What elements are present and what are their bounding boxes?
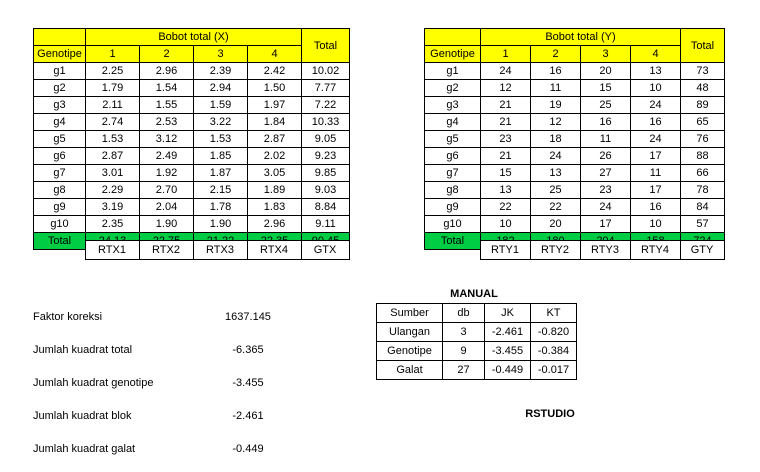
- cell[interactable]: Galat: [377, 361, 443, 380]
- cell[interactable]: g1: [34, 63, 86, 80]
- cell[interactable]: 88: [681, 148, 725, 165]
- cell[interactable]: 24: [531, 148, 581, 165]
- cell[interactable]: RTY4: [630, 241, 680, 260]
- cell[interactable]: 73: [681, 63, 725, 80]
- cell[interactable]: 1.89: [248, 182, 302, 199]
- table-y-code-row: [424, 240, 725, 260]
- cell[interactable]: g4: [425, 114, 481, 131]
- cell[interactable]: g8: [34, 182, 86, 199]
- y-col-header-2: 2: [531, 46, 581, 63]
- summary-value[interactable]: -6.365: [232, 343, 264, 356]
- cell[interactable]: 24: [631, 97, 681, 114]
- table-row: [34, 80, 350, 97]
- cell[interactable]: RTX1: [85, 241, 139, 260]
- table-row: [34, 165, 350, 182]
- cell[interactable]: 16: [631, 114, 681, 131]
- cell[interactable]: 1.90: [194, 216, 248, 233]
- cell[interactable]: 1.84: [248, 114, 302, 131]
- table-manual-anova: [376, 303, 577, 380]
- cell[interactable]: 27: [581, 165, 631, 182]
- table-row: [34, 216, 350, 233]
- manual-header-sumber: Sumber: [377, 304, 443, 323]
- table-row: [425, 216, 725, 233]
- summary-label: Faktor koreksi: [33, 310, 103, 323]
- summary-value[interactable]: 1637.145: [225, 310, 271, 323]
- cell[interactable]: 1.83: [248, 199, 302, 216]
- cell[interactable]: 24: [631, 131, 681, 148]
- table-row-header: [425, 46, 725, 63]
- cell[interactable]: 1.92: [140, 165, 194, 182]
- table-row: [425, 182, 725, 199]
- cell[interactable]: 9.23: [302, 148, 350, 165]
- cell[interactable]: 1.90: [140, 216, 194, 233]
- y-col-header-1: 1: [481, 46, 531, 63]
- code-spacer: [33, 241, 85, 260]
- cell[interactable]: 78: [681, 182, 725, 199]
- cell[interactable]: 1.85: [194, 148, 248, 165]
- cell[interactable]: 2.02: [248, 148, 302, 165]
- cell[interactable]: 1.55: [140, 97, 194, 114]
- cell[interactable]: 1.78: [194, 199, 248, 216]
- cell[interactable]: g3: [34, 97, 86, 114]
- cell[interactable]: 15: [481, 165, 531, 182]
- cell[interactable]: Total: [34, 233, 86, 250]
- table-row-header: [377, 304, 577, 323]
- cell[interactable]: 1.53: [194, 131, 248, 148]
- cell[interactable]: 3.12: [140, 131, 194, 148]
- cell[interactable]: 1.87: [194, 165, 248, 182]
- table-x-code-row: [33, 240, 350, 260]
- cell[interactable]: g1: [425, 63, 481, 80]
- table-row: [425, 148, 725, 165]
- cell[interactable]: g10: [34, 216, 86, 233]
- cell[interactable]: g10: [425, 216, 481, 233]
- x-total-header: Total: [302, 29, 350, 63]
- cell[interactable]: -0.449: [485, 361, 531, 380]
- cell[interactable]: 10: [481, 216, 531, 233]
- table-row: [425, 63, 725, 80]
- cell[interactable]: 18: [531, 131, 581, 148]
- table-row: [425, 114, 725, 131]
- table-row: [34, 131, 350, 148]
- cell[interactable]: 20: [581, 63, 631, 80]
- cell[interactable]: 25: [531, 182, 581, 199]
- cell[interactable]: Genotipe: [377, 342, 443, 361]
- cell[interactable]: 2.04: [140, 199, 194, 216]
- cell[interactable]: 12: [481, 80, 531, 97]
- cell[interactable]: GTY: [680, 241, 724, 260]
- x-caption: Bobot total (X): [86, 29, 302, 46]
- cell[interactable]: 9.03: [302, 182, 350, 199]
- table-row: [424, 241, 724, 260]
- cell[interactable]: RTY3: [580, 241, 630, 260]
- summary-label: Jumlah kuadrat galat: [33, 442, 136, 455]
- summary-row: [33, 399, 323, 432]
- cell[interactable]: 13: [481, 182, 531, 199]
- cell[interactable]: 24: [581, 199, 631, 216]
- table-row-caption: [34, 29, 350, 46]
- summary-label: Jumlah kuadrat total: [33, 343, 133, 356]
- summary-calculations: [33, 300, 323, 465]
- cell[interactable]: 1.79: [86, 80, 140, 97]
- cell[interactable]: 2.15: [194, 182, 248, 199]
- cell[interactable]: g4: [34, 114, 86, 131]
- summary-label: Jumlah kuadrat genotipe: [33, 376, 154, 389]
- y-caption: Bobot total (Y): [481, 29, 681, 46]
- summary-value[interactable]: -0.449: [232, 442, 264, 455]
- cell[interactable]: 1.54: [140, 80, 194, 97]
- cell[interactable]: 3.19: [86, 199, 140, 216]
- cell[interactable]: g5: [34, 131, 86, 148]
- cell[interactable]: 7.77: [302, 80, 350, 97]
- cell[interactable]: 21: [481, 97, 531, 114]
- table-row: [34, 63, 350, 80]
- cell[interactable]: g6: [34, 148, 86, 165]
- cell[interactable]: 2.87: [248, 131, 302, 148]
- cell[interactable]: 3.01: [86, 165, 140, 182]
- cell[interactable]: 11: [631, 165, 681, 182]
- cell[interactable]: 23: [481, 131, 531, 148]
- table-row: [34, 114, 350, 131]
- cell[interactable]: 7.22: [302, 97, 350, 114]
- cell[interactable]: 2.39: [194, 63, 248, 80]
- cell[interactable]: 1.59: [194, 97, 248, 114]
- y-col-header-3: 3: [581, 46, 631, 63]
- cell[interactable]: g9: [425, 199, 481, 216]
- table-bobot-total-x: [33, 28, 350, 250]
- cell[interactable]: 2.29: [86, 182, 140, 199]
- manual-header-db: db: [443, 304, 485, 323]
- cell[interactable]: 21: [481, 148, 531, 165]
- summary-row: [33, 300, 323, 333]
- cell[interactable]: RTX4: [247, 241, 301, 260]
- cell[interactable]: 9.05: [302, 131, 350, 148]
- cell[interactable]: 9: [443, 342, 485, 361]
- manual-header-kt: KT: [531, 304, 577, 323]
- cell[interactable]: g5: [425, 131, 481, 148]
- cell[interactable]: 2.87: [86, 148, 140, 165]
- cell[interactable]: 9.11: [302, 216, 350, 233]
- summary-value[interactable]: -3.455: [232, 376, 264, 389]
- cell[interactable]: RTY2: [530, 241, 580, 260]
- cell[interactable]: 16: [581, 114, 631, 131]
- cell[interactable]: Total: [425, 233, 481, 250]
- summary-row: [33, 366, 323, 399]
- table-row: [34, 97, 350, 114]
- cell[interactable]: 3.22: [194, 114, 248, 131]
- cell[interactable]: g6: [425, 148, 481, 165]
- table-row: [425, 165, 725, 182]
- cell[interactable]: 2.11: [86, 97, 140, 114]
- cell[interactable]: 19: [531, 97, 581, 114]
- x-caption-spacer: [34, 29, 86, 46]
- x-col-header-1: 1: [86, 46, 140, 63]
- table-row: [425, 131, 725, 148]
- cell[interactable]: 76: [681, 131, 725, 148]
- summary-value[interactable]: -2.461: [232, 409, 264, 422]
- cell[interactable]: 2.74: [86, 114, 140, 131]
- cell[interactable]: 3.05: [248, 165, 302, 182]
- x-col-header-2: 2: [140, 46, 194, 63]
- cell[interactable]: RTY1: [480, 241, 530, 260]
- cell[interactable]: 13: [531, 165, 581, 182]
- table-row: [425, 80, 725, 97]
- cell[interactable]: 89: [681, 97, 725, 114]
- cell[interactable]: 10.33: [302, 114, 350, 131]
- cell[interactable]: 16: [531, 63, 581, 80]
- cell[interactable]: RTX2: [139, 241, 193, 260]
- cell[interactable]: 13: [631, 63, 681, 80]
- cell[interactable]: 12: [531, 114, 581, 131]
- cell[interactable]: 23: [581, 182, 631, 199]
- cell[interactable]: 48: [681, 80, 725, 97]
- cell[interactable]: 10: [631, 80, 681, 97]
- y-total-header: Total: [681, 29, 725, 63]
- cell[interactable]: g7: [425, 165, 481, 182]
- cell[interactable]: 24: [481, 63, 531, 80]
- cell[interactable]: g3: [425, 97, 481, 114]
- cell[interactable]: 22: [531, 199, 581, 216]
- cell[interactable]: 57: [681, 216, 725, 233]
- table-bobot-total-y: [424, 28, 725, 250]
- cell[interactable]: 2.25: [86, 63, 140, 80]
- x-col-header-4: 4: [248, 46, 302, 63]
- cell[interactable]: 10.02: [302, 63, 350, 80]
- cell[interactable]: 2.96: [248, 216, 302, 233]
- cell[interactable]: Ulangan: [377, 323, 443, 342]
- cell[interactable]: 27: [443, 361, 485, 380]
- cell[interactable]: 15: [581, 80, 631, 97]
- table-row: [33, 241, 349, 260]
- cell[interactable]: 22: [481, 199, 531, 216]
- table-row: [34, 148, 350, 165]
- cell[interactable]: RTX3: [193, 241, 247, 260]
- summary-row: [33, 333, 323, 366]
- table-row: [377, 323, 577, 342]
- table-row: [425, 97, 725, 114]
- cell[interactable]: 1.50: [248, 80, 302, 97]
- summary-row: [33, 432, 323, 465]
- cell[interactable]: 16: [631, 199, 681, 216]
- cell[interactable]: 2.35: [86, 216, 140, 233]
- cell[interactable]: g7: [34, 165, 86, 182]
- cell[interactable]: 3: [443, 323, 485, 342]
- x-genotype-header: Genotipe: [34, 46, 86, 63]
- y-col-header-4: 4: [631, 46, 681, 63]
- cell[interactable]: 10: [631, 216, 681, 233]
- cell[interactable]: 8.84: [302, 199, 350, 216]
- cell[interactable]: -3.455: [485, 342, 531, 361]
- cell[interactable]: 2.49: [140, 148, 194, 165]
- table-row: [377, 342, 577, 361]
- x-col-header-3: 3: [194, 46, 248, 63]
- rstudio-title: RSTUDIO: [525, 408, 575, 420]
- cell[interactable]: -0.017: [531, 361, 577, 380]
- cell[interactable]: 26: [581, 148, 631, 165]
- table-row-caption: [425, 29, 725, 46]
- cell[interactable]: 20: [531, 216, 581, 233]
- table-row: [34, 182, 350, 199]
- cell[interactable]: -0.820: [531, 323, 577, 342]
- table-row: [425, 199, 725, 216]
- cell[interactable]: 65: [681, 114, 725, 131]
- table-row: [34, 199, 350, 216]
- code-spacer: [424, 241, 480, 260]
- cell[interactable]: 2.96: [140, 63, 194, 80]
- cell[interactable]: 66: [681, 165, 725, 182]
- cell[interactable]: 84: [681, 199, 725, 216]
- table-row: [377, 361, 577, 380]
- cell[interactable]: 11: [531, 80, 581, 97]
- cell[interactable]: 17: [581, 216, 631, 233]
- cell[interactable]: 1.97: [248, 97, 302, 114]
- cell[interactable]: -2.461: [485, 323, 531, 342]
- cell[interactable]: 2.53: [140, 114, 194, 131]
- cell[interactable]: g8: [425, 182, 481, 199]
- cell[interactable]: 11: [581, 131, 631, 148]
- cell[interactable]: 1.53: [86, 131, 140, 148]
- y-caption-spacer: [425, 29, 481, 46]
- cell[interactable]: 9.85: [302, 165, 350, 182]
- manual-title: MANUAL: [450, 288, 498, 300]
- cell[interactable]: 2.94: [194, 80, 248, 97]
- cell[interactable]: 25: [581, 97, 631, 114]
- cell[interactable]: g9: [34, 199, 86, 216]
- cell[interactable]: 17: [631, 182, 681, 199]
- summary-label: Jumlah kuadrat blok: [33, 409, 132, 422]
- cell[interactable]: 21: [481, 114, 531, 131]
- cell[interactable]: g2: [34, 80, 86, 97]
- cell[interactable]: GTX: [301, 241, 349, 260]
- manual-header-jk: JK: [485, 304, 531, 323]
- cell[interactable]: 2.42: [248, 63, 302, 80]
- y-genotype-header: Genotipe: [425, 46, 481, 63]
- cell[interactable]: 2.70: [140, 182, 194, 199]
- cell[interactable]: g2: [425, 80, 481, 97]
- cell[interactable]: 17: [631, 148, 681, 165]
- cell[interactable]: -0.384: [531, 342, 577, 361]
